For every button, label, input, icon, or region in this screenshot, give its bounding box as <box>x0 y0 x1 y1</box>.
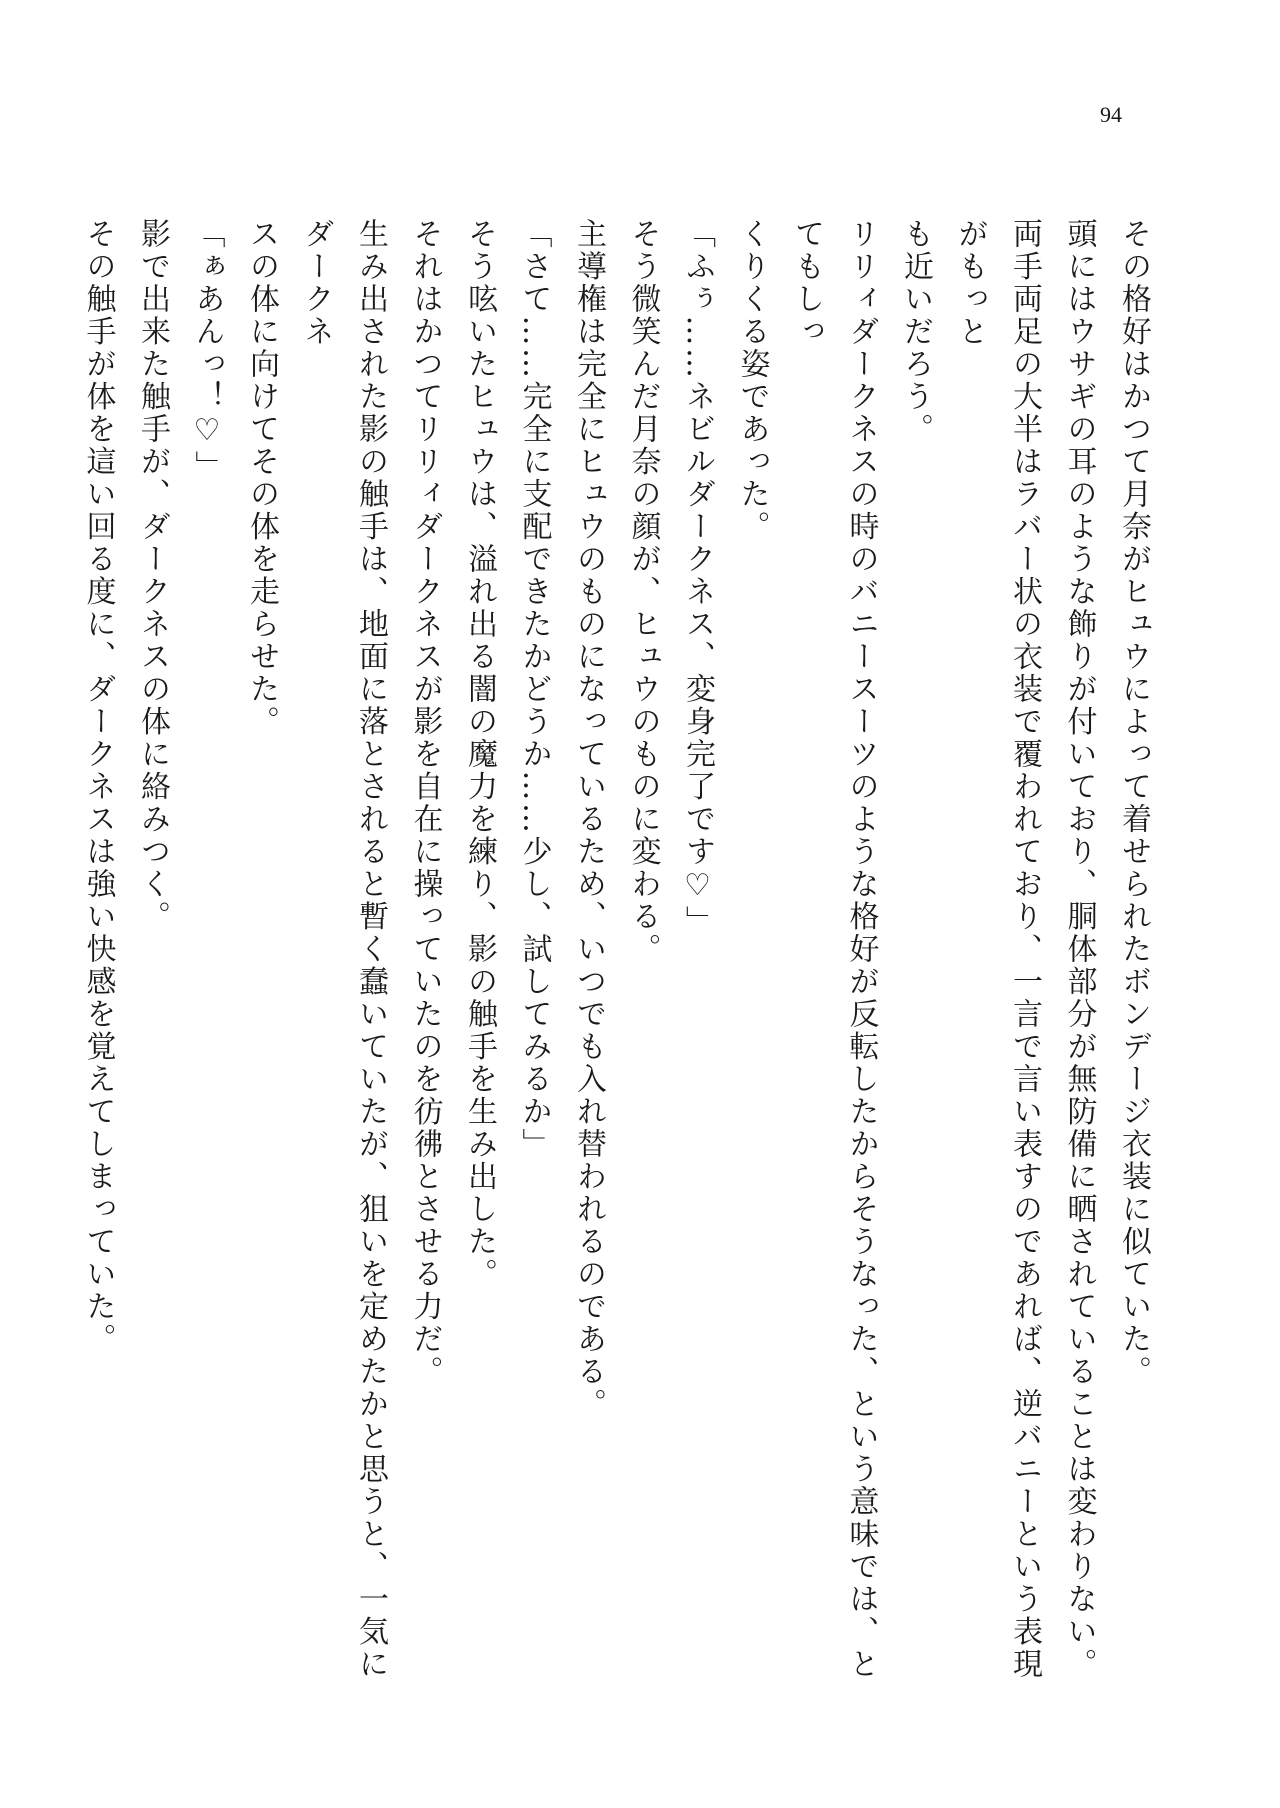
text-line: 「ふぅ……ネビルダークネス、変身完了です♡」 <box>680 218 715 938</box>
text-line: リリィダークネスの時のバニースーツのような格好が反転したからそうなった、という意味では、とてもしっ <box>789 218 879 1681</box>
page-number: 94 <box>1100 102 1122 127</box>
text-line: くりくる姿であった。 <box>734 218 770 543</box>
text-line: 生み出された影の触手は、地面に落とされると暫く蠢いていたが、狙いを定めたかと思うと、一気にダークネ <box>298 218 388 1681</box>
text-line: そう呟いたヒュウは、溢れ出る闇の魔力を練り、影の触手を生み出した。 <box>462 218 497 1291</box>
text-line: それはかつてリリィダークネスが影を自在に操っていたのを彷彿とさせる力だ。 <box>407 218 443 1388</box>
text-line: スの体に向けてその体を走らせた。 <box>244 218 279 738</box>
text-line: 頭にはウサギの耳のような飾りが付いており、胴体部分が無防備に晒されていることは変わりない。 <box>1061 218 1097 1681</box>
vertical-text-body <box>80 218 1160 1698</box>
text-line: その格好はかつて月奈がヒュウによって着せられたボンデージ衣装に似ていた。 <box>1116 218 1151 1388</box>
text-line: 「さて……完全に支配できたかどうか……少し、試してみるか」 <box>516 218 552 1161</box>
text-line: 両手両足の大半はラバー状の衣装で覆われており、一言で言い表すのであれば、逆バニーという表現がもっと <box>952 218 1042 1681</box>
text-line: その触手が体を這い回る度に、ダークネスは強い快感を覚えてしまっていた。 <box>80 218 116 1356</box>
text-line: 影で出来た触手が、ダークネスの体に絡みつく。 <box>135 218 170 933</box>
text-line: も近いだろう。 <box>898 218 933 446</box>
text-line: 「ぁあんっ！♡」 <box>189 218 225 483</box>
text-line: そう微笑んだ月奈の顔が、ヒュウのものに変わる。 <box>625 218 661 966</box>
text-line: 主導権は完全にヒュウのものになっているため、いつでも入れ替われるのである。 <box>571 218 606 1421</box>
